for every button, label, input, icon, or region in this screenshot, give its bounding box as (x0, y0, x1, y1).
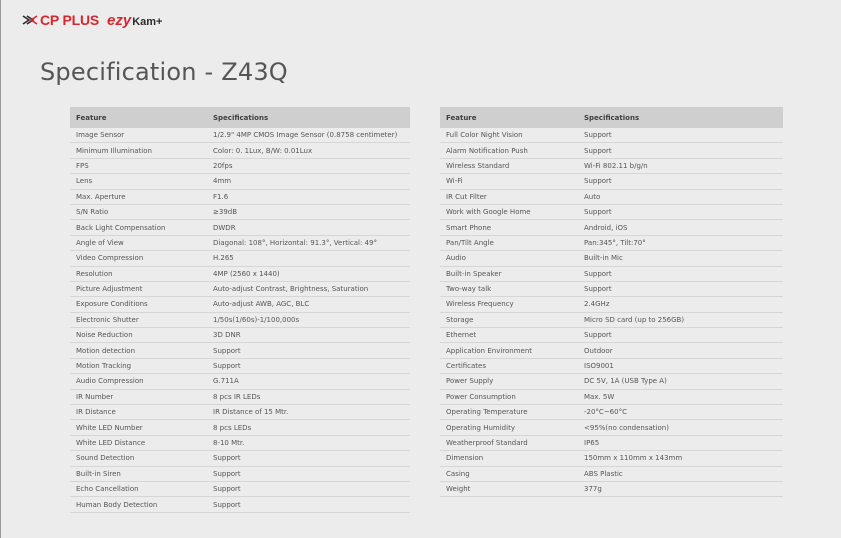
feature-cell: IR Cut Filter (440, 189, 578, 204)
specification-cell: Support (578, 266, 783, 281)
feature-cell: Echo Cancellation (70, 481, 207, 496)
table-row (70, 266, 410, 281)
column-header-feature: Feature (440, 107, 578, 128)
table-row (440, 328, 783, 343)
table-row (440, 312, 783, 327)
table-row (440, 204, 783, 219)
table-row (70, 312, 410, 327)
page-edge-line (0, 0, 1, 538)
column-header-feature: Feature (70, 107, 207, 128)
specification-cell: ISO9001 (578, 358, 783, 373)
specification-cell: Color: 0. 1Lux, B/W: 0.01Lux (207, 143, 410, 158)
feature-cell: Casing (440, 466, 578, 481)
table-row (70, 435, 410, 450)
feature-cell: Motion detection (70, 343, 207, 358)
table-row (70, 374, 410, 389)
feature-cell: Built-in Siren (70, 466, 207, 481)
specification-cell: Max. 5W (578, 389, 783, 404)
table-row (70, 128, 410, 143)
table-row (440, 358, 783, 373)
specification-cell: Support (578, 128, 783, 143)
specification-cell: Built-in Mic (578, 251, 783, 266)
table-row (70, 343, 410, 358)
feature-cell: Operating Temperature (440, 405, 578, 420)
table-row (440, 481, 783, 496)
table-row (440, 405, 783, 420)
feature-cell: White LED Number (70, 420, 207, 435)
specification-cell: 4mm (207, 174, 410, 189)
feature-cell: Dimension (440, 451, 578, 466)
specification-cell: F1.6 (207, 189, 410, 204)
specification-cell: 150mm x 110mm x 143mm (578, 451, 783, 466)
table-row (440, 420, 783, 435)
specification-cell: 3D DNR (207, 328, 410, 343)
table-row (440, 374, 783, 389)
specification-cell: Auto-adjust Contrast, Brightness, Saturation (207, 281, 410, 296)
specification-cell: Support (578, 143, 783, 158)
specification-cell: 1/2.9" 4MP CMOS Image Sensor (0.8758 centimeter) (207, 128, 410, 143)
feature-cell: Weight (440, 481, 578, 496)
table-row (440, 389, 783, 404)
feature-cell: Max. Aperture (70, 189, 207, 204)
table-row (70, 420, 410, 435)
feature-cell: Full Color Night Vision (440, 128, 578, 143)
feature-cell: Pan/Tilt Angle (440, 235, 578, 250)
specification-cell: H.265 (207, 251, 410, 266)
specification-cell: Wi-Fi 802.11 b/g/n (578, 158, 783, 173)
feature-cell: S/N Ratio (70, 204, 207, 219)
table-header-row (440, 107, 783, 128)
feature-cell: Power Consumption (440, 389, 578, 404)
feature-cell: Picture Adjustment (70, 281, 207, 296)
feature-cell: Sound Detection (70, 451, 207, 466)
table-row (70, 405, 410, 420)
feature-cell: Wi-Fi (440, 174, 578, 189)
table-row (70, 143, 410, 158)
feature-cell: Work with Google Home (440, 204, 578, 219)
specification-cell: Auto (578, 189, 783, 204)
specification-cell: 8 pcs IR LEDs (207, 389, 410, 404)
spec-table-right (440, 107, 783, 497)
feature-cell: Audio Compression (70, 374, 207, 389)
feature-cell: Exposure Conditions (70, 297, 207, 312)
table-row (70, 358, 410, 373)
feature-cell: Resolution (70, 266, 207, 281)
table-row (440, 451, 783, 466)
brand-bar (22, 10, 163, 30)
ezykam-logo-kam: Kam+ (132, 15, 163, 28)
table-row (70, 389, 410, 404)
specification-cell: Pan:345°, Tilt:70° (578, 235, 783, 250)
specification-cell: Support (578, 174, 783, 189)
feature-cell: Built-in Speaker (440, 266, 578, 281)
specification-cell: 8 pcs LEDs (207, 420, 410, 435)
table-row (440, 143, 783, 158)
table-row (70, 158, 410, 173)
feature-cell: Image Sensor (70, 128, 207, 143)
feature-cell: Weatherproof Standard (440, 435, 578, 450)
feature-cell: IR Number (70, 389, 207, 404)
feature-cell: Wireless Frequency (440, 297, 578, 312)
feature-cell: Lens (70, 174, 207, 189)
specification-cell: 8-10 Mtr. (207, 435, 410, 450)
specification-cell: ABS Plastic (578, 466, 783, 481)
ezykam-logo-ezy: ezy (107, 11, 132, 29)
ezykam-logo (107, 12, 162, 29)
feature-cell: Electronic Shutter (70, 312, 207, 327)
specification-cell: Auto-adjust AWB, AGC, BLC (207, 297, 410, 312)
specification-cell: DC 5V, 1A (USB Type A) (578, 374, 783, 389)
table-row (440, 281, 783, 296)
cp-plus-logo-text: CP PLUS (40, 12, 100, 28)
feature-cell: Ethernet (440, 328, 578, 343)
table-row (440, 297, 783, 312)
specification-cell: Support (578, 328, 783, 343)
table-row (440, 435, 783, 450)
feature-cell: Noise Reduction (70, 328, 207, 343)
feature-cell: Alarm Notification Push (440, 143, 578, 158)
table-row (440, 220, 783, 235)
feature-cell: Human Body Detection (70, 497, 207, 512)
specification-cell: Support (207, 497, 410, 512)
table-row (70, 204, 410, 219)
feature-cell: Power Supply (440, 374, 578, 389)
table-row (440, 251, 783, 266)
feature-cell: FPS (70, 158, 207, 173)
specification-cell: IR Distance of 15 Mtr. (207, 405, 410, 420)
specification-cell: Support (207, 343, 410, 358)
specification-cell: 2.4GHz (578, 297, 783, 312)
table-row (70, 174, 410, 189)
cp-plus-logo (22, 12, 99, 28)
table-row (70, 189, 410, 204)
feature-cell: White LED Distance (70, 435, 207, 450)
specification-cell: Support (207, 481, 410, 496)
table-row (70, 328, 410, 343)
specification-cell: Support (578, 281, 783, 296)
specification-cell: ≥39dB (207, 204, 410, 219)
specification-cell: G.711A (207, 374, 410, 389)
feature-cell: Two-way talk (440, 281, 578, 296)
specification-cell: -20°C~60°C (578, 405, 783, 420)
table-row (440, 466, 783, 481)
column-header-specifications: Specifications (578, 107, 783, 128)
feature-cell: Angle of View (70, 235, 207, 250)
feature-cell: Back Light Compensation (70, 220, 207, 235)
feature-cell: Video Compression (70, 251, 207, 266)
table-row (70, 235, 410, 250)
feature-cell: Storage (440, 312, 578, 327)
specification-cell: Support (207, 358, 410, 373)
specification-cell: 4MP (2560 x 1440) (207, 266, 410, 281)
table-row (70, 251, 410, 266)
table-row (70, 451, 410, 466)
feature-cell: Smart Phone (440, 220, 578, 235)
feature-cell: Certificates (440, 358, 578, 373)
specification-cell: <95%(no condensation) (578, 420, 783, 435)
feature-cell: IR Distance (70, 405, 207, 420)
table-row (440, 128, 783, 143)
specification-cell: Micro SD card (up to 256GB) (578, 312, 783, 327)
table-row (70, 281, 410, 296)
specification-cell: Android, iOS (578, 220, 783, 235)
table-row (440, 235, 783, 250)
specification-cell: Outdoor (578, 343, 783, 358)
specification-cell: 1/50s(1/60s)-1/100,000s (207, 312, 410, 327)
specification-cell: DWDR (207, 220, 410, 235)
specification-cell: Diagonal: 108°, Horizontal: 91.3°, Vertical: 49° (207, 235, 410, 250)
feature-cell: Audio (440, 251, 578, 266)
table-row (440, 158, 783, 173)
specification-cell: IP65 (578, 435, 783, 450)
table-row (440, 343, 783, 358)
spec-table-left (70, 107, 410, 513)
table-row (440, 174, 783, 189)
feature-cell: Motion Tracking (70, 358, 207, 373)
feature-cell: Minimum Illumination (70, 143, 207, 158)
feature-cell: Wireless Standard (440, 158, 578, 173)
specification-cell: 377g (578, 481, 783, 496)
table-row (70, 466, 410, 481)
cp-plus-mark-icon (22, 15, 38, 25)
table-header-row (70, 107, 410, 128)
table-row (70, 297, 410, 312)
specification-cell: Support (578, 204, 783, 219)
table-row (70, 497, 410, 512)
table-row (70, 481, 410, 496)
specification-cell: Support (207, 451, 410, 466)
column-header-specifications: Specifications (207, 107, 410, 128)
table-row (440, 266, 783, 281)
specification-cell: 20fps (207, 158, 410, 173)
table-row (440, 189, 783, 204)
page-title: Specification - Z43Q (40, 58, 288, 86)
specification-cell: Support (207, 466, 410, 481)
feature-cell: Application Environment (440, 343, 578, 358)
table-row (70, 220, 410, 235)
feature-cell: Operating Humidity (440, 420, 578, 435)
